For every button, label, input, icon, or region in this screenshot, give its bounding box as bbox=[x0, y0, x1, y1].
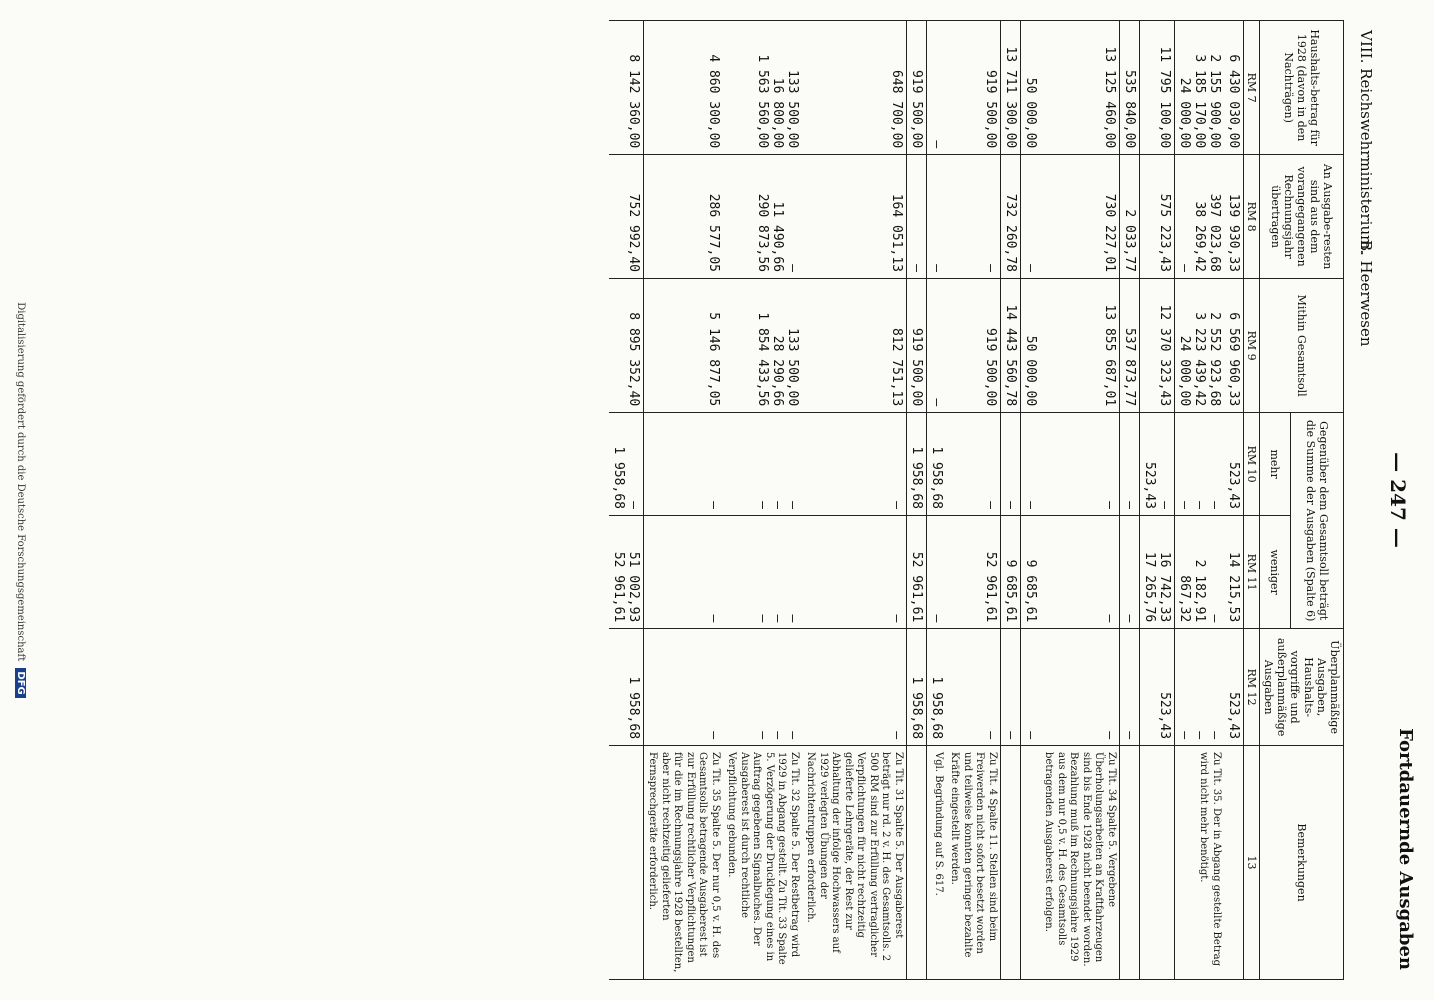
cell-value: — bbox=[982, 731, 998, 740]
unit-label: RM bbox=[1244, 668, 1258, 689]
budget-table bbox=[609, 20, 1344, 980]
col-header-11: weniger bbox=[1259, 516, 1290, 629]
cell-c7 bbox=[643, 21, 723, 155]
cell-value: — bbox=[769, 501, 785, 509]
cell-value: 14 443 560,78 bbox=[1002, 304, 1018, 407]
cell-c9 bbox=[1224, 278, 1244, 412]
cell-value: 9 685,61 bbox=[1002, 559, 1018, 623]
cell-value: 3 185 170,00 bbox=[1191, 54, 1207, 149]
cell-value: 5 146 877,05 bbox=[705, 312, 721, 407]
section-label: B. Heerwesen bbox=[1357, 240, 1375, 347]
cell-c9 bbox=[1139, 278, 1174, 412]
cell-value: — bbox=[1121, 614, 1137, 623]
cell-c11 bbox=[802, 516, 907, 629]
unit-label: RM bbox=[1244, 201, 1258, 222]
cell-value: 6 569 960,33 bbox=[1225, 312, 1241, 407]
cell-c9 bbox=[723, 278, 802, 412]
cell-value: 732 260,78 bbox=[1002, 193, 1018, 272]
cell-value: 812 751,13 bbox=[888, 327, 904, 407]
cell-c12 bbox=[1139, 629, 1174, 746]
table-row bbox=[946, 21, 1001, 980]
remark-cell: Vgl. Begründung auf S. 617. bbox=[926, 746, 946, 980]
cell-value: 2 552 923,68 bbox=[1206, 312, 1222, 407]
cell-value: — bbox=[888, 614, 904, 623]
cell-value: — bbox=[784, 614, 800, 623]
cell-value: 52 961,61 bbox=[908, 551, 924, 623]
cell-value: 133 500,00 bbox=[784, 69, 800, 149]
cell-c11 bbox=[1224, 516, 1244, 629]
cell-value: — bbox=[1206, 501, 1222, 509]
cell-c8 bbox=[926, 155, 946, 279]
cell-value: 2 155 900,00 bbox=[1206, 54, 1222, 149]
cell-value: — bbox=[1101, 614, 1117, 623]
cell-c7 bbox=[1174, 21, 1224, 155]
cell-value: — bbox=[982, 264, 998, 272]
cell-c9 bbox=[1119, 278, 1139, 412]
cell-c8 bbox=[1139, 155, 1174, 279]
cell-value: 919 500,00 bbox=[908, 327, 924, 407]
cell-c9 bbox=[1020, 278, 1040, 412]
cell-value: 1 958,68 bbox=[928, 676, 944, 740]
col-header-10-11: Gegenüber dem Gesamtsoll beträgt die Summe der Ausgaben (Spalte 6) bbox=[1290, 413, 1343, 629]
cell-c8 bbox=[1020, 155, 1040, 279]
cell-value: 52 961,61 bbox=[982, 551, 998, 623]
cell-c8 bbox=[643, 155, 723, 279]
cell-value: — bbox=[1002, 501, 1018, 509]
col-num: 10 bbox=[1244, 468, 1258, 483]
remark-cell bbox=[1139, 746, 1174, 980]
cell-value: 1 563 560,00 bbox=[754, 54, 770, 149]
cell-value: 28 290,66 bbox=[769, 335, 785, 407]
cell-value: — bbox=[705, 501, 721, 509]
cell-value: — bbox=[1176, 501, 1192, 509]
cell-value: — bbox=[769, 614, 785, 623]
cell-value: — bbox=[928, 140, 944, 149]
cell-c12 bbox=[643, 629, 723, 746]
cell-value: 50 000,00 bbox=[1022, 77, 1038, 149]
cell-c7 bbox=[609, 21, 644, 155]
cell-c11 bbox=[643, 516, 723, 629]
cell-value: — bbox=[1176, 264, 1192, 272]
cell-value: — bbox=[1191, 731, 1207, 740]
col-num: 7 bbox=[1244, 95, 1258, 103]
unit-label: RM bbox=[1244, 72, 1258, 93]
credit-text: Digitalisierung gefördert durch die Deutsche Forschungsgemeinschaft bbox=[15, 302, 26, 662]
cell-c7 bbox=[906, 21, 926, 155]
col-num: 13 bbox=[1244, 855, 1258, 870]
page-number: — 247 — bbox=[1386, 452, 1410, 548]
cell-c10 bbox=[643, 413, 723, 516]
cell-value: — bbox=[705, 614, 721, 623]
cell-c8 bbox=[1224, 155, 1244, 279]
remark-cell: Zu Tit. 34 Spalte 5. Vergebene Überholungsarbeiten an Kraftfahrzeugen sind bis Ende 1928 nicht beendet worden. Bezahlung muß im Rechnungsjahre 1929 aus dem nur 0,5 v. H. des Gesamtsolls betragenden Ausgaberest erfolgen. bbox=[1040, 746, 1120, 980]
remark-cell: Zu Tit. 32 Spalte 5. Der Restbetrag wird 1929 in Abgang gestellt. Zu Tit. 33 Spalte 5. Verzögerung der Drucklegung eines in Auftrag gegebenen Signalbuches. Der Ausgaberest ist durch rechtliche Verpflichtung gebunden. bbox=[723, 746, 802, 980]
cell-c12 bbox=[1174, 629, 1224, 746]
col-header-7: Haushalts-betrag für 1928 (davon in den Nachträgen) bbox=[1259, 21, 1343, 155]
cell-c12 bbox=[609, 629, 644, 746]
col-header-13: Bemerkungen bbox=[1259, 746, 1343, 980]
cell-c7 bbox=[802, 21, 907, 155]
cell-value: — bbox=[625, 501, 641, 509]
cell-c7 bbox=[1020, 21, 1040, 155]
cell-value: 13 125 460,00 bbox=[1101, 46, 1117, 149]
cell-value: 133 500,00 bbox=[784, 327, 800, 407]
cell-value: 13 711 300,00 bbox=[1002, 46, 1018, 149]
cell-value: — bbox=[754, 501, 770, 509]
cell-value: 4 860 300,00 bbox=[705, 54, 721, 149]
cell-value: 290 873,56 bbox=[754, 193, 770, 272]
cell-c9 bbox=[946, 278, 1001, 412]
cell-c11 bbox=[1139, 516, 1174, 629]
cell-c10 bbox=[1020, 413, 1040, 516]
cell-value: 1 958,68 bbox=[610, 446, 626, 509]
cell-value: 52 961,61 bbox=[610, 551, 626, 623]
cell-value: — bbox=[754, 731, 770, 740]
cell-c8 bbox=[802, 155, 907, 279]
cell-c9 bbox=[802, 278, 907, 412]
cell-c11 bbox=[1119, 516, 1139, 629]
cell-value: — bbox=[908, 264, 924, 272]
cell-value: 1 958,68 bbox=[625, 676, 641, 740]
cell-value: — bbox=[1022, 731, 1038, 740]
cell-value: 24 000,00 bbox=[1176, 335, 1192, 407]
cell-c9 bbox=[1000, 278, 1020, 412]
cell-value: — bbox=[1206, 614, 1222, 623]
table-row bbox=[1000, 21, 1020, 980]
cell-value: — bbox=[769, 731, 785, 740]
cell-c9 bbox=[609, 278, 644, 412]
cell-value: — bbox=[754, 614, 770, 623]
cell-c7 bbox=[723, 21, 802, 155]
cell-value: 51 002,93 bbox=[625, 551, 641, 623]
cell-value: — bbox=[1022, 501, 1038, 509]
table-row bbox=[1119, 21, 1139, 980]
cell-value: — bbox=[928, 398, 944, 407]
table-row bbox=[1174, 21, 1224, 980]
cell-value: — bbox=[982, 501, 998, 509]
cell-c11 bbox=[946, 516, 1001, 629]
cell-value: 648 700,00 bbox=[888, 69, 904, 149]
cell-value: 38 269,42 bbox=[1191, 201, 1207, 272]
cell-c10 bbox=[906, 413, 926, 516]
cell-value: — bbox=[888, 501, 904, 509]
cell-value: 16 800,00 bbox=[769, 77, 785, 149]
cell-value: 523,43 bbox=[1156, 692, 1172, 740]
cell-value: 9 685,61 bbox=[1022, 559, 1038, 623]
cell-c7 bbox=[926, 21, 946, 155]
table-row bbox=[1040, 21, 1120, 980]
cell-c12 bbox=[1119, 629, 1139, 746]
cell-value: — bbox=[1176, 731, 1192, 740]
cell-c7 bbox=[1139, 21, 1174, 155]
unit-label: RM bbox=[1244, 553, 1258, 574]
remark-cell bbox=[1020, 746, 1040, 980]
cell-c7 bbox=[1224, 21, 1244, 155]
cell-c7 bbox=[946, 21, 1001, 155]
cell-value: — bbox=[888, 731, 904, 740]
cell-c8 bbox=[1040, 155, 1120, 279]
col-header-8: An Ausgabe-resten sind aus dem vorangegangenen Rechnungsjahr übertragen bbox=[1259, 155, 1343, 279]
cell-c12 bbox=[926, 629, 946, 746]
cell-value: 1 958,68 bbox=[908, 446, 924, 509]
cell-value: 50 000,00 bbox=[1022, 335, 1038, 407]
cell-c11 bbox=[1174, 516, 1224, 629]
cell-value: — bbox=[1191, 501, 1207, 509]
cell-value: 139 930,33 bbox=[1225, 193, 1241, 272]
cell-value: 535 840,00 bbox=[1121, 69, 1137, 149]
cell-value: 752 992,40 bbox=[625, 193, 641, 272]
cell-value: 537 873,77 bbox=[1121, 327, 1137, 407]
table-row bbox=[1224, 21, 1244, 980]
cell-value: 11 795 100,00 bbox=[1156, 46, 1172, 149]
cell-value: — bbox=[1002, 731, 1018, 740]
cell-value: 11 490,66 bbox=[769, 201, 785, 272]
cell-c8 bbox=[609, 155, 644, 279]
cell-value: 6 430 030,00 bbox=[1225, 54, 1241, 149]
cell-value: 867,32 bbox=[1176, 575, 1192, 623]
cell-value: 575 223,43 bbox=[1156, 193, 1172, 272]
remark-cell: Zu Tit. 35. Der in Abgang gestellte Betrag wird nicht mehr benötigt. bbox=[1174, 746, 1224, 980]
cell-c9 bbox=[643, 278, 723, 412]
cell-c10 bbox=[802, 413, 907, 516]
cell-c11 bbox=[906, 516, 926, 629]
cell-value: — bbox=[928, 614, 944, 623]
cell-c8 bbox=[723, 155, 802, 279]
chapter-label: VIII. Reichswehrministerium. bbox=[1357, 30, 1375, 255]
cell-value: 24 000,00 bbox=[1176, 77, 1192, 149]
cell-c12 bbox=[723, 629, 802, 746]
cell-c11 bbox=[1040, 516, 1120, 629]
cell-c10 bbox=[1139, 413, 1174, 516]
cell-value: 14 215,53 bbox=[1225, 551, 1241, 623]
cell-value: — bbox=[1156, 501, 1172, 509]
cell-c10 bbox=[1000, 413, 1020, 516]
cell-value: 13 855 687,01 bbox=[1101, 304, 1117, 407]
cell-value: 523,43 bbox=[1225, 692, 1241, 740]
cell-c12 bbox=[1000, 629, 1020, 746]
unit-label: RM bbox=[1244, 330, 1258, 351]
cell-c9 bbox=[1040, 278, 1120, 412]
cell-value: 8 142 360,00 bbox=[625, 54, 641, 149]
table-row bbox=[802, 21, 907, 980]
remark-cell: Zu Tit. 35 Spalte 5. Der nur 0,5 v. H. des Gesamtsolls betragende Ausgaberest ist zur Erfüllung rechtlicher Verpflichtungen für die im Rechnungsjahre 1928 bestellten, aber nicht rechtzeitig gelieferten Fernsprechgeräte erforderlich. bbox=[643, 746, 723, 980]
cell-value: 523,43 bbox=[1225, 462, 1241, 509]
cell-value: 1 958,68 bbox=[908, 676, 924, 740]
cell-c8 bbox=[1174, 155, 1224, 279]
cell-c10 bbox=[1174, 413, 1224, 516]
cell-value: 12 370 323,43 bbox=[1156, 304, 1172, 407]
cell-value: — bbox=[1101, 731, 1117, 740]
cell-value: — bbox=[1101, 501, 1117, 509]
cell-value: 3 223 439,42 bbox=[1191, 312, 1207, 407]
cell-c8 bbox=[906, 155, 926, 279]
cell-c11 bbox=[1000, 516, 1020, 629]
cell-c11 bbox=[1020, 516, 1040, 629]
cell-value: — bbox=[1121, 731, 1137, 740]
table-body bbox=[609, 21, 1244, 980]
cell-value: — bbox=[705, 731, 721, 740]
table-row bbox=[723, 21, 802, 980]
cell-value: 919 500,00 bbox=[982, 69, 998, 149]
cell-c7 bbox=[1000, 21, 1020, 155]
cell-value: 919 500,00 bbox=[908, 69, 924, 149]
remark-cell bbox=[1224, 746, 1244, 980]
cell-c8 bbox=[1000, 155, 1020, 279]
cell-value: — bbox=[1121, 501, 1137, 509]
cell-value: — bbox=[784, 731, 800, 740]
cell-c10 bbox=[609, 413, 644, 516]
remark-cell bbox=[609, 746, 644, 980]
col-num: 12 bbox=[1244, 691, 1258, 706]
cell-c7 bbox=[1119, 21, 1139, 155]
cell-value: 16 742,33 bbox=[1156, 551, 1172, 623]
remark-cell: Zu Tit. 4 Spalte 11. Stellen sind beim Freiwerden nicht sofort besetzt worden und teilweise konnten geringer bezahlte Kräfte eingestellt werden. bbox=[946, 746, 1001, 980]
cell-value: 523,43 bbox=[1141, 462, 1157, 509]
col-num: 8 bbox=[1244, 224, 1258, 232]
cell-value: 164 051,13 bbox=[888, 193, 904, 272]
cell-c10 bbox=[1040, 413, 1120, 516]
cell-c9 bbox=[1174, 278, 1224, 412]
cell-c12 bbox=[1224, 629, 1244, 746]
table-row bbox=[643, 21, 723, 980]
table-row bbox=[906, 21, 926, 980]
cell-c12 bbox=[906, 629, 926, 746]
table-row bbox=[609, 21, 644, 980]
cell-c10 bbox=[723, 413, 802, 516]
table-row bbox=[1020, 21, 1040, 980]
page-title: Fortdauernde Ausgaben bbox=[1395, 728, 1416, 970]
col-header-9: Mithin Gesamtsoll bbox=[1259, 278, 1343, 412]
remark-cell bbox=[906, 746, 926, 980]
unit-label: RM bbox=[1244, 445, 1258, 466]
cell-c12 bbox=[946, 629, 1001, 746]
cell-c8 bbox=[946, 155, 1001, 279]
col-num: 9 bbox=[1244, 353, 1258, 361]
cell-c10 bbox=[1119, 413, 1139, 516]
table-row bbox=[1139, 21, 1174, 980]
cell-value: 2 182,91 bbox=[1191, 559, 1207, 623]
cell-c8 bbox=[1119, 155, 1139, 279]
remark-cell bbox=[1119, 746, 1139, 980]
cell-value: — bbox=[1022, 264, 1038, 272]
col-header-12: Überplanmäßige Ausgaben, Haushalts-vorgriffe und außerplanmäßige Ausgaben bbox=[1259, 629, 1343, 746]
cell-value: 2 033,77 bbox=[1121, 209, 1137, 272]
col-num: 11 bbox=[1244, 576, 1258, 591]
dfg-logo: DFG bbox=[15, 668, 26, 697]
cell-c12 bbox=[1020, 629, 1040, 746]
cell-value: — bbox=[928, 264, 944, 272]
cell-c10 bbox=[1224, 413, 1244, 516]
cell-value: 919 500,00 bbox=[982, 327, 998, 407]
cell-value: — bbox=[784, 501, 800, 509]
cell-c12 bbox=[1040, 629, 1120, 746]
cell-c11 bbox=[926, 516, 946, 629]
cell-c12 bbox=[802, 629, 907, 746]
cell-c10 bbox=[926, 413, 946, 516]
remark-cell: Zu Tit. 31 Spalte 5. Der Ausgaberest beträgt nur rd. 2 v. H. des Gesamtsolls. 2 500 RM sind zur Erfüllung vertraglicher Verpflichtungen für nicht rechtzeitig gelieferte Lehrgeräte, der Rest zur Abhaltung der infolge Hochwassers auf 1929 verlegten Übungen der Nachrichtentruppen erforderlich. bbox=[802, 746, 907, 980]
cell-value: 286 577,05 bbox=[705, 193, 721, 272]
digitization-credit bbox=[15, 0, 26, 1000]
cell-c11 bbox=[609, 516, 644, 629]
table-row bbox=[926, 21, 946, 980]
cell-value: 1 854 433,56 bbox=[754, 312, 770, 407]
cell-c10 bbox=[946, 413, 1001, 516]
cell-value: 8 895 352,40 bbox=[625, 312, 641, 407]
cell-value: 730 227,01 bbox=[1101, 193, 1117, 272]
cell-value: — bbox=[784, 264, 800, 272]
cell-value: — bbox=[1206, 731, 1222, 740]
cell-value: 1 958,68 bbox=[928, 446, 944, 509]
cell-c9 bbox=[926, 278, 946, 412]
cell-c7 bbox=[1040, 21, 1120, 155]
cell-value: 397 023,68 bbox=[1206, 193, 1222, 272]
cell-c11 bbox=[723, 516, 802, 629]
page-header bbox=[1357, 0, 1420, 1000]
remark-cell bbox=[1000, 746, 1020, 980]
col-header-10: mehr bbox=[1259, 413, 1290, 516]
cell-value: 17 265,76 bbox=[1141, 551, 1157, 623]
cell-c9 bbox=[906, 278, 926, 412]
